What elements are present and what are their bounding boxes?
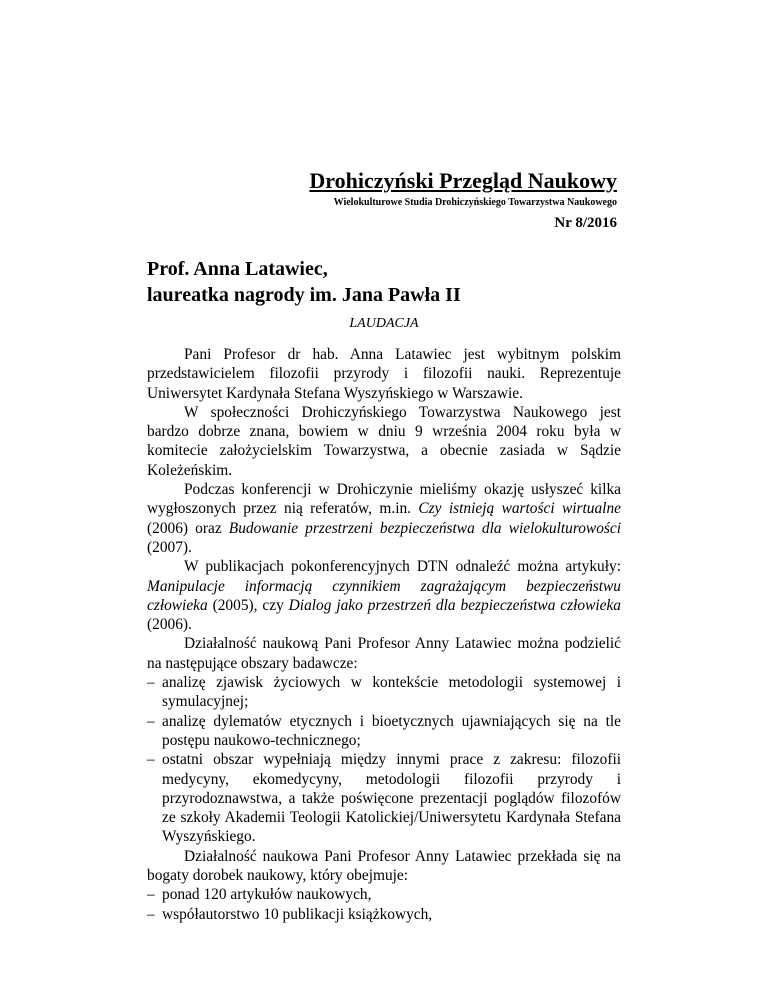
- paragraph-research-areas: Działalność naukową Pani Profesor Anny Latawiec można podzielić na następujące obszary badawcze:: [147, 635, 621, 672]
- publication-title-1: Manipulacje informacją czynnikiem zagrażającym bezpieczeństwu człowieka: [147, 577, 621, 614]
- journal-header: [309, 168, 617, 232]
- publications-text-3: (2006).: [147, 616, 192, 634]
- issue-number: Nr 8/2016: [554, 215, 617, 231]
- conference-text-3: (2007).: [147, 538, 192, 556]
- list-item-text: analizę dylematów etycznych i bioetycznych ujawniających się na tle postępu naukowo-technicznego;: [162, 712, 621, 749]
- list-item: [147, 712, 621, 751]
- list-item: [147, 673, 621, 712]
- article-title-line-2: laureatka nagrody im. Jana Pawła II: [147, 284, 461, 306]
- dash-bullet: –: [147, 751, 155, 769]
- paragraph-society: W społeczności Drohiczyńskiego Towarzystwa Naukowego jest bardzo dobrze znana, bowiem w dniu 9 września 2004 roku była w komitecie założycielskim Towarzystwa, a obecnie zasiada w Sądzie Koleżeńskim.: [147, 403, 621, 479]
- publications-text-1: W publikacjach pokonferencyjnych DTN odnaleźć można artykuły:: [184, 558, 621, 576]
- paragraph-publications: [147, 557, 621, 634]
- research-areas-list: [147, 673, 621, 847]
- article-body: [147, 345, 621, 924]
- dash-bullet: –: [147, 674, 155, 692]
- article-title: [147, 256, 461, 308]
- dash-bullet: –: [147, 905, 155, 923]
- conference-text-1: Podczas konferencji w Drohiczynie mieliśmy okazję usłyszeć kilka wygłoszonych przez nią referatów, m.in.: [147, 481, 621, 518]
- dash-bullet: –: [147, 886, 155, 904]
- conference-paper-title-1: Czy istnieją wartości wirtualne: [418, 500, 621, 518]
- publication-title-2: Dialog jako przestrzeń dla bezpieczeństwa człowieka: [288, 596, 621, 614]
- list-item-text: współautorstwo 10 publikacji książkowych,: [162, 905, 433, 923]
- section-label: LAUDACJA: [349, 316, 419, 331]
- article-title-line-1: Prof. Anna Latawiec,: [147, 258, 328, 280]
- list-item-text: ponad 120 artykułów naukowych,: [162, 886, 372, 904]
- list-item: [147, 905, 621, 924]
- publications-text-2: (2005), czy: [207, 596, 289, 614]
- dash-bullet: –: [147, 712, 155, 730]
- list-item: [147, 885, 621, 904]
- achievements-list: [147, 885, 621, 924]
- conference-text-2: (2006) oraz: [147, 519, 229, 537]
- journal-subtitle: Wielokulturowe Studia Drohiczyńskiego Towarzystwa Naukowego: [333, 197, 617, 208]
- list-item: [147, 750, 621, 846]
- journal-title: Drohiczyński Przegląd Naukowy: [309, 168, 617, 193]
- paragraph-conference: [147, 480, 621, 557]
- paragraph-intro: Pani Profesor dr hab. Anna Latawiec jest wybitnym polskim przedstawicielem filozofii przyrody i filozofii nauki. Reprezentuje Uniwersytet Kardynała Stefana Wyszyńskiego w Warszawie.: [147, 346, 621, 402]
- list-item-text: analizę zjawisk życiowych w kontekście metodologii systemowej i symulacyjnej;: [162, 674, 621, 711]
- conference-paper-title-2: Budowanie przestrzeni bezpieczeństwa dla wielokulturowości: [228, 519, 621, 537]
- list-item-text: ostatni obszar wypełniają między innymi prace z zakresu: filozofii medycyny, ekomedycyny, metodologii filozofii przyrody i przyrodoznawstwa, a także poświęcone prezentacji poglądów filozofów ze szkoły Akademii Teologii Katolickiej/Uniwersytetu Kardynała Stefana Wyszyńskiego.: [162, 751, 621, 846]
- paragraph-achievements: Działalność naukowa Pani Profesor Anny Latawiec przekłada się na bogaty dorobek naukowy, który obejmuje:: [147, 847, 621, 885]
